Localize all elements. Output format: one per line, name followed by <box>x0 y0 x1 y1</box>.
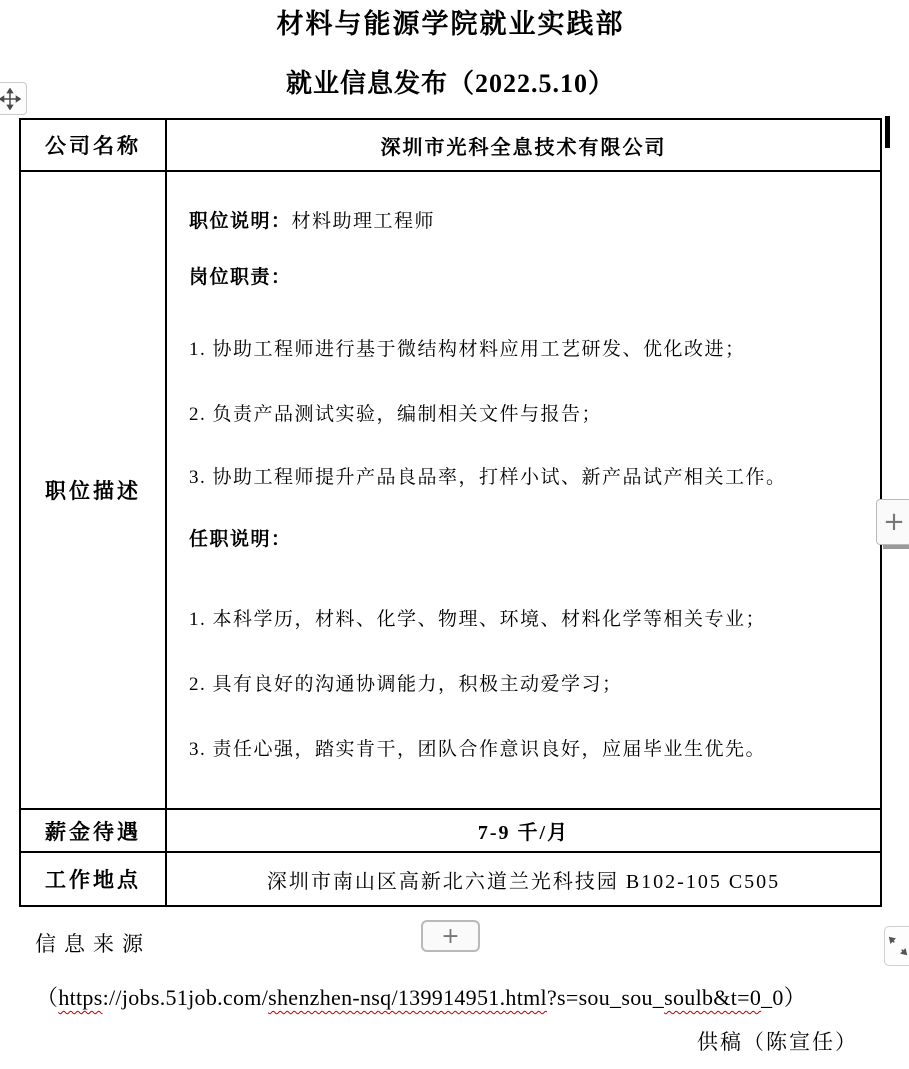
job-description-label: 职位描述 <box>20 171 166 809</box>
plus-icon: + <box>441 923 460 949</box>
table-move-handle[interactable] <box>0 82 27 115</box>
position-title-value: 材料助理工程师 <box>291 211 436 232</box>
resize-arrows-icon <box>887 935 909 957</box>
credit-line: 供稿（陈宣任） <box>697 1030 858 1054</box>
page-title: 材料与能源学院就业实践部 <box>276 9 625 39</box>
url-segment-misspelled: shenzhen-nsq/139914951. <box>268 985 506 1010</box>
url-segment-misspelled: soulb&t=0 <box>664 985 762 1010</box>
location-value: 深圳市南山区高新北六道兰光科技园 B102-105 C505 <box>166 852 881 906</box>
table-row-salary <box>20 809 881 852</box>
insert-row-side-button[interactable] <box>876 499 909 545</box>
duty-item: 2. 负责产品测试实验，编制相关文件与报告； <box>189 404 603 425</box>
requirement-item: 3. 责任心强，踏实肯干，团队合作意识良好，应届毕业生优先。 <box>189 739 767 760</box>
table-row-location <box>20 852 881 906</box>
table-row-job-description <box>20 171 881 809</box>
insert-row-bottom-button[interactable] <box>421 920 480 952</box>
url-segment: ://jobs.51job.com/ <box>102 985 269 1010</box>
duties-heading: 岗位职责： <box>189 267 292 288</box>
requirement-item: 1. 本科学历，材料、化学、物理、环境、材料化学等相关专业； <box>189 609 767 630</box>
position-title-line <box>189 208 874 235</box>
source-url <box>36 981 806 1012</box>
plus-icon: + <box>883 507 905 537</box>
position-title-label: 职位说明： <box>189 211 292 232</box>
move-arrows-icon <box>0 88 21 110</box>
company-name-value: 深圳市光科全息技术有限公司 <box>166 119 881 171</box>
requirements-heading: 任职说明： <box>189 529 292 550</box>
url-segment: _0） <box>761 985 807 1010</box>
salary-label: 薪金待遇 <box>20 809 166 852</box>
duty-item: 3. 协助工程师提升产品良品率，打样小试、新产品试产相关工作。 <box>189 467 787 488</box>
url-segment: （ <box>36 985 59 1010</box>
job-description-content <box>166 171 881 809</box>
company-name-label: 公司名称 <box>20 119 166 171</box>
duty-item: 1. 协助工程师进行基于微结构材料应用工艺研发、优化改进； <box>189 339 746 360</box>
location-label: 工作地点 <box>20 852 166 906</box>
requirement-item: 2. 具有良好的沟通协调能力，积极主动爱学习； <box>189 674 623 695</box>
salary-value: 7-9 千/月 <box>166 809 881 852</box>
table-resize-handle[interactable] <box>884 926 909 966</box>
url-segment-misspelled: https <box>58 985 103 1010</box>
info-source-label: 信息来源 <box>35 932 151 956</box>
job-info-table <box>19 118 882 907</box>
text-cursor <box>885 116 890 148</box>
url-segment: ?s=sou_sou_ <box>546 985 665 1010</box>
side-dash-icon <box>883 545 909 549</box>
page-subtitle: 就业信息发布（2022.5.10） <box>285 69 615 98</box>
url-segment-misspelled: html <box>505 985 547 1010</box>
table-row-company <box>20 119 881 171</box>
